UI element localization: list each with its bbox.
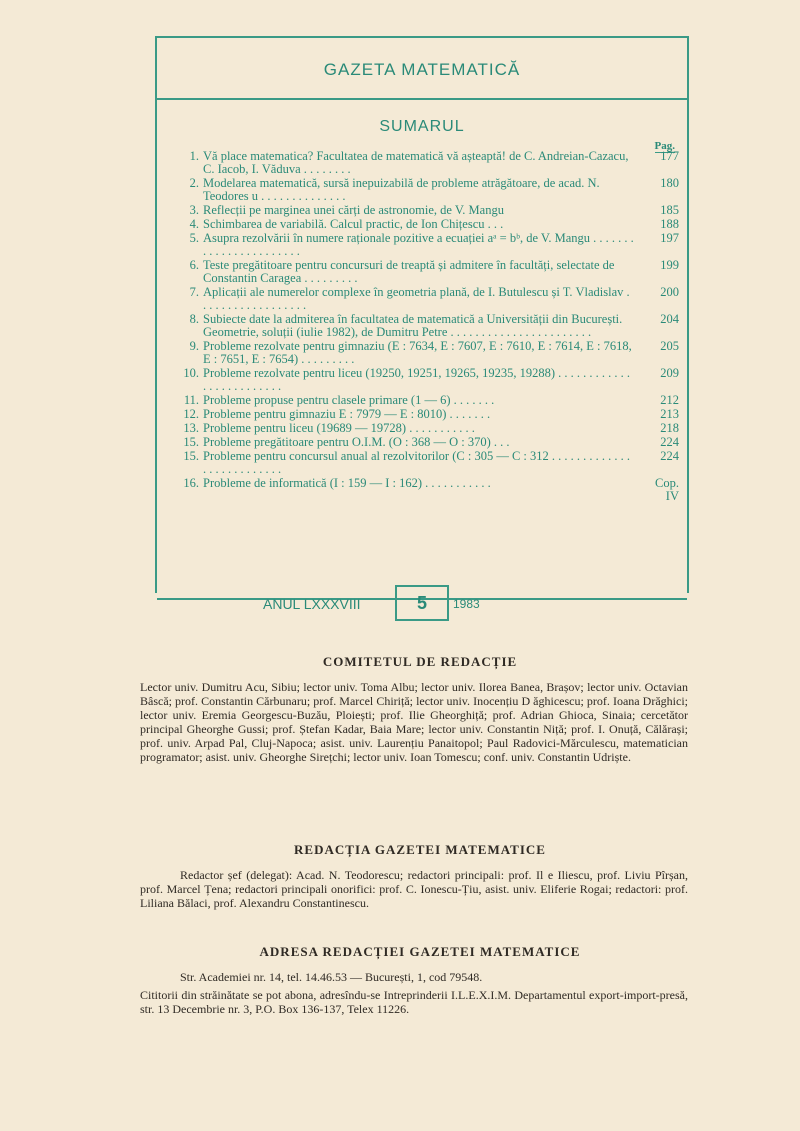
toc-entry	[177, 436, 679, 449]
toc-entry-number: 4.	[189, 217, 199, 231]
toc-entry	[177, 218, 679, 231]
redactia-text-content: Redactor șef (delegat): Acad. N. Teodorescu; redactori principali: prof. Il e Iliescu, prof. Liviu Pîrșan, prof. Marcel Țena; redactori principali onorifici: prof. C. Ionescu-Țiu, asist. univ. Eliferie Rogai; redactori: prof. Liliana Bălaci, prof. Alexandru Constantinescu.	[140, 868, 688, 910]
redactia-text	[140, 868, 688, 910]
toc-entry-title: Probleme rezolvate pentru gimnaziu (E : 7634, E : 7607, E : 7610, E : 7614, E : 7618, E : 7651, E : 7654) . . . . . . . . .	[203, 339, 632, 366]
toc-entry-title: Probleme pregătitoare pentru O.I.M. (O : 368 — O : 370) . . .	[203, 435, 510, 449]
toc-entry-number: 8.	[189, 312, 199, 326]
summary-frame	[155, 36, 689, 593]
toc-entry-number: 15.	[183, 435, 199, 449]
toc-entry-page: 209	[660, 366, 679, 380]
toc-entry-page: 200	[660, 285, 679, 299]
toc-entry	[177, 422, 679, 435]
toc-entry	[177, 367, 679, 393]
toc-entry-page: 177	[660, 149, 679, 163]
toc-entry-title: Subiecte date la admiterea în facultatea de matematică a Universității din București. Geometrie, soluții (iulie 1982), de Dumitru Petre . . . . . . . . . . . . . . . . . . . . . . .	[203, 312, 623, 339]
toc-entry	[177, 232, 679, 258]
comitetul-title: COMITETUL DE REDACȚIE	[322, 654, 518, 669]
adresa-line2: Cititorii din străinătate se pot abona, adresîndu-se Intreprinderii I.L.E.X.I.M. Departamentul export-import-presă, str. 13 Decembrie nr. 3, P.O. Box 136-137, Telex 11226.	[140, 988, 688, 1016]
toc-entry-number: 11.	[183, 393, 199, 407]
toc-entry-title: Probleme pentru liceu (19689 — 19728) . . . . . . . . . . .	[203, 421, 475, 435]
toc-entry-title: Probleme rezolvate pentru liceu (19250, 19251, 19265, 19235, 19288) . . . . . . . . . . . . . . . . . . . . . . . . .	[203, 366, 631, 393]
toc-entry-page: 197	[660, 231, 679, 245]
table-of-contents	[177, 149, 679, 503]
toc-entry-title: Vă place matematica? Facultatea de matematică vă așteaptă! de C. Andreian-Cazacu, C. Iacob, I. Văduva . . . . . . . .	[203, 149, 629, 176]
toc-entry	[177, 340, 679, 366]
comitetul-text: Lector univ. Dumitru Acu, Sibiu; lector univ. Toma Albu; lector univ. Ilorea Banea, Brașov; lector univ. Octavian Bâscă; prof. Constantin Cărbunaru; prof. Marcel Chiriță; lector univ. Inocențiu D ăghicescu; prof. Ioana Drăghici; lector univ. Eremia Georgescu-Buzău, Ploiești; prof. Ilie Gheorghiță; prof. Adrian Ghioca, Sinaia; cercetător principal Gheorghe Gussi; prof. Ștefan Kadar, Baia Mare; lector univ. Constantin Niță; prof. I. Onuță, Călărași; prof. univ. Arpad Pal, Cluj-Napoca; asist. univ. Laurențiu Panaitopol; Paul Radovici-Mărculescu, matematician programator; asist. univ. Gheorghe Sirețchi; lector univ. Ioan Tomescu; conf. univ. Constantin Udriște.	[140, 680, 688, 764]
toc-entry-number: 10.	[183, 366, 199, 380]
toc-entry-title: Probleme de informatică (I : 159 — I : 162) . . . . . . . . . . .	[203, 476, 491, 490]
toc-entry-number: 15.	[183, 449, 199, 463]
adresa-line1-text: Str. Academiei nr. 14, tel. 14.46.53 — București, 1, cod 79548.	[180, 970, 483, 984]
toc-entry-page: 185	[660, 203, 679, 217]
toc-entry	[177, 177, 679, 203]
toc-entry-page: 180	[660, 176, 679, 190]
toc-entry-title: Probleme pentru gimnaziu E : 7979 — E : 8010) . . . . . . .	[203, 407, 491, 421]
toc-entry-page: 218	[660, 421, 679, 435]
toc-entry-number: 16.	[183, 476, 199, 490]
toc-entry	[177, 394, 679, 407]
toc-entry	[177, 450, 679, 476]
header-divider	[157, 98, 687, 100]
toc-entry-title: Modelarea matematică, sursă inepuizabilă de probleme atrăgătoare, de acad. N. Teodores u . . . . . . . . . . . . . .	[203, 176, 600, 203]
adresa-title: ADRESA REDACȚIEI GAZETEI MATEMATICE	[259, 944, 581, 959]
toc-entry	[177, 313, 679, 339]
toc-entry-title: Teste pregătitoare pentru concursuri de treaptă și admitere în facultăți, selectate de Constantin Caragea . . . . . . . . .	[203, 258, 615, 285]
volume-label: ANUL LXXXVIII	[263, 596, 361, 612]
toc-entry-title: Asupra rezolvării în numere raționale pozitive a ecuației aᵃ = bᵇ, de V. Mangu . . . . . . . . . . . . . . . . . . . . . . .	[203, 231, 634, 258]
toc-entry-number: 3.	[189, 203, 199, 217]
journal-title: GAZETA MATEMATICĂ	[323, 60, 521, 79]
toc-entry-number: 9.	[189, 339, 199, 353]
toc-entry	[177, 408, 679, 421]
toc-entry-number: 2.	[189, 176, 199, 190]
issue-row	[155, 585, 689, 619]
toc-entry-page: 204	[660, 312, 679, 326]
toc-entry-number: 6.	[189, 258, 199, 272]
toc-entry	[177, 150, 679, 176]
toc-entry-number: 5.	[189, 231, 199, 245]
toc-entry	[177, 286, 679, 312]
toc-entry	[177, 259, 679, 285]
toc-entry-page: 205	[660, 339, 679, 353]
toc-entry-page: 188	[660, 217, 679, 231]
toc-entry-number: 1.	[189, 149, 199, 163]
redactia-title: REDACȚIA GAZETEI MATEMATICE	[294, 842, 546, 857]
toc-entry-title: Reflecții pe marginea unei cărți de astronomie, de V. Mangu	[203, 203, 504, 217]
toc-entry-title: Aplicații ale numerelor complexe în geometria plană, de I. Butulescu și T. Vladislav . . . . . . . . . . . . . . . . . .	[203, 285, 630, 312]
toc-entry-page: Cop. IV	[655, 476, 679, 503]
toc-entry	[177, 204, 679, 217]
toc-entry-title: Probleme pentru concursul anual al rezolvitorilor (C : 305 — C : 312 . . . . . . . . . . . . . . . . . . . . . . . . . .	[203, 449, 631, 476]
adresa-line1	[140, 970, 688, 984]
issue-year: 1983	[453, 597, 480, 611]
toc-entry-page: 199	[660, 258, 679, 272]
toc-entry-title: Schimbarea de variabilă. Calcul practic, de Ion Chițescu . . .	[203, 217, 504, 231]
toc-entry-page: 224	[660, 435, 679, 449]
sumarul-title: SUMARUL	[379, 118, 465, 135]
toc-entry-number: 13.	[183, 421, 199, 435]
page-column-label: Pag.	[654, 140, 675, 152]
toc-entry-number: 7.	[189, 285, 199, 299]
toc-entry-page: 224	[660, 449, 679, 463]
issue-number-box: 5	[395, 585, 449, 621]
toc-entry-page: 213	[660, 407, 679, 421]
toc-entry-title: Probleme propuse pentru clasele primare (1 — 6) . . . . . . .	[203, 393, 495, 407]
toc-entry	[177, 476, 679, 503]
toc-entry-number: 12.	[183, 407, 199, 421]
toc-entry-page: 212	[660, 393, 679, 407]
